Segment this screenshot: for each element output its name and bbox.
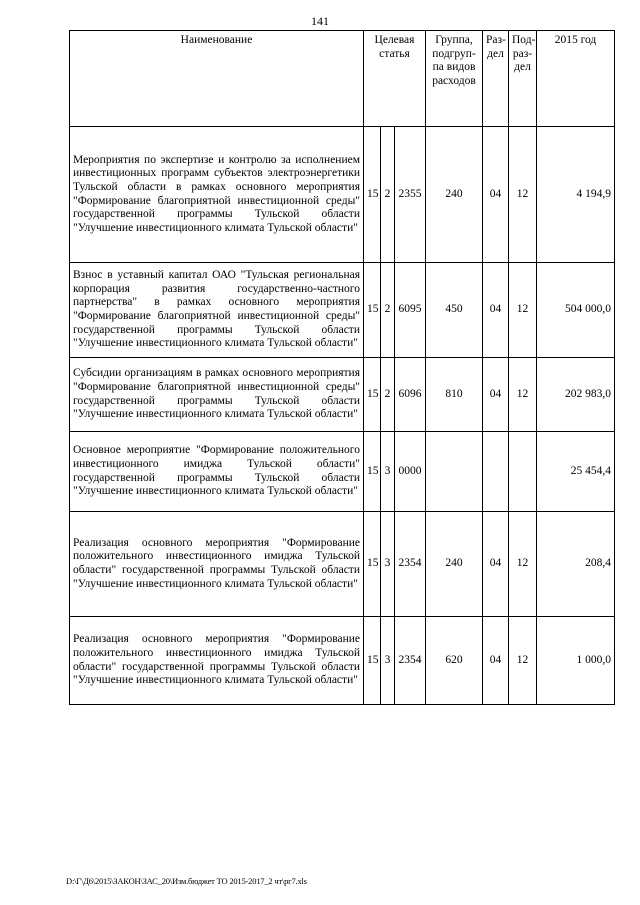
row-subsection: 12 bbox=[509, 512, 537, 617]
table-row bbox=[70, 263, 615, 358]
row-subprogram-code: 2 bbox=[381, 263, 395, 358]
header-section: Раз-дел bbox=[483, 31, 509, 127]
row-amount: 4 194,9 bbox=[537, 127, 615, 263]
row-program-code: 15 bbox=[364, 512, 381, 617]
row-subprogram-code: 2 bbox=[381, 127, 395, 263]
row-expense-group: 620 bbox=[426, 617, 483, 705]
row-amount: 25 454,4 bbox=[537, 432, 615, 512]
row-name: Субсидии организациям в рамках основного мероприятия "Формирование благоприятной инвестиционной среды" государственной программы Тульской области "Улучшение инвестиционного климата Тульской области" bbox=[70, 358, 364, 432]
header-name: Наименование bbox=[70, 31, 364, 127]
row-program-code: 15 bbox=[364, 263, 381, 358]
row-subsection: 12 bbox=[509, 263, 537, 358]
table-row bbox=[70, 512, 615, 617]
header-subsection: Под-раз-дел bbox=[509, 31, 537, 127]
row-section: 04 bbox=[483, 127, 509, 263]
header-year: 2015 год bbox=[537, 31, 615, 127]
row-name: Основное мероприятие "Формирование положительного инвестиционного имиджа Тульской области" государственной программы Тульской области "Улучшение инвестиционного климата Тульской области" bbox=[70, 432, 364, 512]
row-direction-code: 2354 bbox=[395, 617, 426, 705]
row-name: Реализация основного мероприятия "Формирование положительного инвестиционного имиджа Тульской области" государственной программы Тульской области "Улучшение инвестиционного климата Тульской области" bbox=[70, 512, 364, 617]
table-row bbox=[70, 617, 615, 705]
table-row bbox=[70, 432, 615, 512]
row-expense-group: 240 bbox=[426, 512, 483, 617]
row-section: 04 bbox=[483, 512, 509, 617]
row-section: 04 bbox=[483, 358, 509, 432]
row-program-code: 15 bbox=[364, 432, 381, 512]
table-row bbox=[70, 358, 615, 432]
row-expense-group: 240 bbox=[426, 127, 483, 263]
row-section: 04 bbox=[483, 263, 509, 358]
table-row bbox=[70, 127, 615, 263]
row-program-code: 15 bbox=[364, 127, 381, 263]
row-direction-code: 0000 bbox=[395, 432, 426, 512]
row-amount: 1 000,0 bbox=[537, 617, 615, 705]
budget-table bbox=[69, 30, 615, 705]
row-name: Реализация основного мероприятия "Формирование положительного инвестиционного имиджа Тульской области" государственной программы Тульской области "Улучшение инвестиционного климата Тульской области" bbox=[70, 617, 364, 705]
row-direction-code: 2355 bbox=[395, 127, 426, 263]
row-subprogram-code: 3 bbox=[381, 432, 395, 512]
row-subsection bbox=[509, 432, 537, 512]
row-expense-group: 810 bbox=[426, 358, 483, 432]
row-subsection: 12 bbox=[509, 617, 537, 705]
row-expense-group bbox=[426, 432, 483, 512]
row-section bbox=[483, 432, 509, 512]
row-name: Взнос в уставный капитал ОАО "Тульская региональная корпорация развития государственно-частного партнерства" в рамках основного мероприятия "Формирование благоприятной инвестиционной среды" государственной программы Тульской области "Улучшение инвестиционного климата Тульской области" bbox=[70, 263, 364, 358]
row-subsection: 12 bbox=[509, 127, 537, 263]
row-direction-code: 6095 bbox=[395, 263, 426, 358]
file-path-footer: D:\Г\Д6\2015\ЗАКОН\ЗАС_20\Изм.бюджет ТО 2015-2017_2 чт\рг7.xls bbox=[66, 876, 307, 886]
row-subsection: 12 bbox=[509, 358, 537, 432]
row-direction-code: 6096 bbox=[395, 358, 426, 432]
row-subprogram-code: 3 bbox=[381, 617, 395, 705]
row-program-code: 15 bbox=[364, 358, 381, 432]
row-program-code: 15 bbox=[364, 617, 381, 705]
row-subprogram-code: 3 bbox=[381, 512, 395, 617]
row-amount: 208,4 bbox=[537, 512, 615, 617]
row-section: 04 bbox=[483, 617, 509, 705]
row-name: Мероприятия по экспертизе и контролю за исполнением инвестиционных программ субъектов электроэнергетики Тульской области в рамках основного мероприятия "Формирование благоприятной инвестиционной среды" государственной программы Тульской области "Улучшение инвестиционного климата Тульской области" bbox=[70, 127, 364, 263]
row-direction-code: 2354 bbox=[395, 512, 426, 617]
header-target-article: Целевая статья bbox=[364, 31, 426, 127]
row-amount: 202 983,0 bbox=[537, 358, 615, 432]
page-number: 141 bbox=[311, 14, 329, 28]
row-expense-group: 450 bbox=[426, 263, 483, 358]
row-amount: 504 000,0 bbox=[537, 263, 615, 358]
header-group: Группа, подгруп-па видов расходов bbox=[426, 31, 483, 127]
header-row bbox=[70, 31, 615, 127]
row-subprogram-code: 2 bbox=[381, 358, 395, 432]
